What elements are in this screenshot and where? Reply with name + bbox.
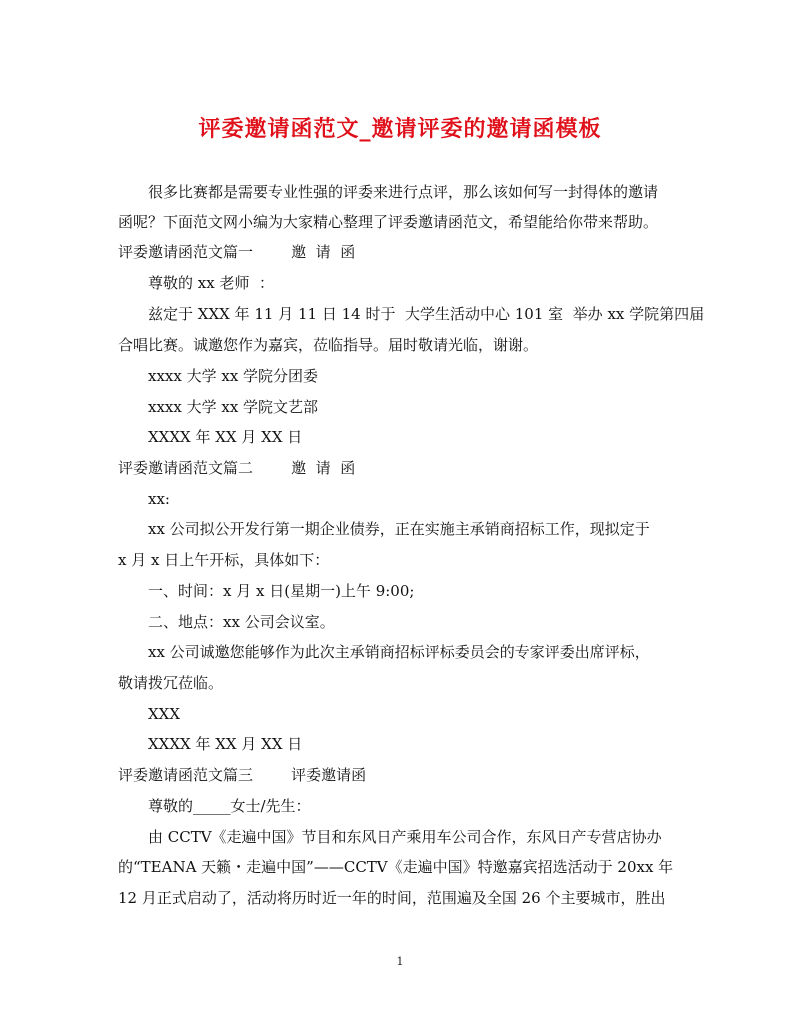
body-line: 兹定于 XXX 年 11 月 11 日 14 时于 大学生活动中心 101 室 举办 xx 学院第四届 <box>148 305 705 323</box>
body-line: xx: <box>148 490 170 508</box>
body-line: 由 CCTV《走遍中国》节目和东风日产乘用车公司合作，东风日产专营店协办 <box>148 828 662 846</box>
section-heading: 评委邀请函范文篇二 邀 请 函 <box>118 459 356 477</box>
body-line: xxxx 大学 xx 学院文艺部 <box>148 398 319 416</box>
body-line: xx 公司诚邀您能够作为此次主承销商招标评标委员会的专家评委出席评标， <box>148 643 650 661</box>
body-line: 的“TEANA 天籁・走遍中国”——CCTV《走遍中国》特邀嘉宾招选活动于 20xx 年 <box>118 858 674 876</box>
body-line: xxxx 大学 xx 学院分团委 <box>148 367 319 385</box>
body-line: 尊敬的 xx 老师 ： <box>148 274 274 292</box>
body-line: 敬请拨冗莅临。 <box>118 674 224 692</box>
body-line: 一、时间：x 月 x 日(星期一)上午 9:00; <box>148 582 415 600</box>
body-line: 12 月正式启动了，活动将历时近一年的时间，范围遍及全国 26 个主要城市，胜出 <box>118 889 666 907</box>
body-line: XXXX 年 XX 月 XX 日 <box>148 428 303 446</box>
body-line: 函呢？下面范文网小编为大家精心整理了评委邀请函范文，希望能给你带来帮助。 <box>118 213 659 231</box>
body-line: XXXX 年 XX 月 XX 日 <box>148 735 303 753</box>
body-line: XXX <box>148 705 181 723</box>
body-line: xx 公司拟公开发行第一期企业债券，正在实施主承销商招标工作，现拟定于 <box>148 520 650 538</box>
body-line: 尊敬的_____女士/先生： <box>148 797 311 815</box>
body-line: 二、地点：xx 公司会议室。 <box>148 613 335 631</box>
document-title: 评委邀请函范文_邀请评委的邀请函模板 <box>198 116 602 142</box>
body-line: 合唱比赛。诚邀您作为嘉宾，莅临指导。届时敬请光临，谢谢。 <box>118 336 539 354</box>
section-heading: 评委邀请函范文篇一 邀 请 函 <box>118 243 356 261</box>
body-line: x 月 x 日上午开标，具体如下： <box>118 551 330 569</box>
page-number: 1 <box>396 955 404 968</box>
body-line: 很多比赛都是需要专业性强的评委来进行点评，那么该如何写一封得体的邀请 <box>148 183 659 201</box>
section-heading: 评委邀请函范文篇三 评委邀请函 <box>118 766 367 784</box>
